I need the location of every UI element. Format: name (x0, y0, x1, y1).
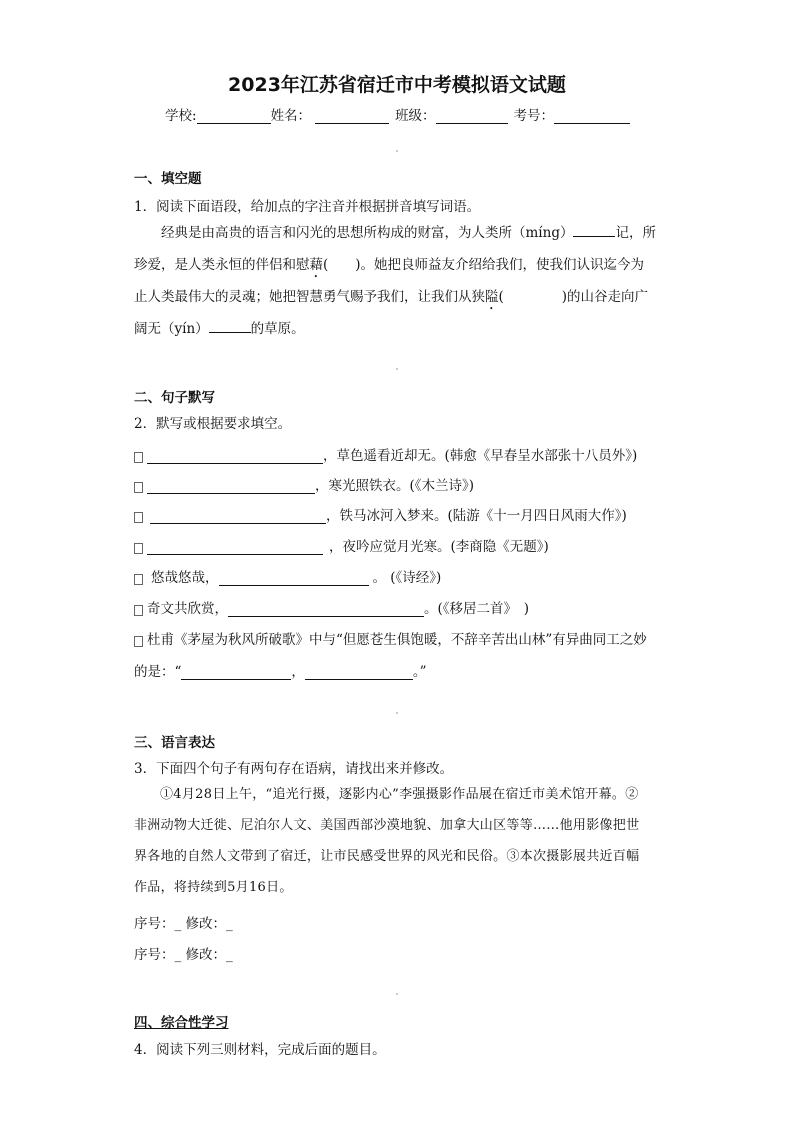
blank-yin[interactable] (209, 319, 251, 333)
passage-line: 非洲动物大迁徙、尼泊尔人文、美国西部沙漠地貌、加拿大山区等等……他用影像把世 (134, 818, 640, 833)
passage-text: 记，所 (615, 225, 656, 241)
passage-text: 经典是由高贵的语言和闪光的思想所构成的财富，为人类所（míng） (161, 225, 574, 241)
recite-line-5 (134, 566, 441, 586)
recite-line-7 (134, 628, 647, 648)
dotted-char: 隘 (485, 289, 499, 305)
recite-blank-7[interactable] (181, 665, 291, 680)
checkbox-icon (134, 512, 143, 523)
passage-line-4 (134, 313, 664, 345)
passage-text: )的山谷走向广 (561, 289, 649, 305)
recite-blank-4[interactable] (147, 540, 323, 555)
recite-text: ，夜吟应觉月光寒。(李商隐《无题》) (329, 539, 549, 555)
passage-line-1 (134, 217, 664, 249)
recite-text: 奇文共欣赏， (147, 601, 228, 617)
blank-ming[interactable] (573, 223, 615, 237)
section-2-heading: 二、句子默写 (134, 390, 215, 406)
number-blank[interactable] (554, 109, 630, 124)
recite-text: 杜甫《茅屋为秋风所破歌》中与“但愿苍生俱饱暖，不辞辛苦出山林”有异曲同工之妙 (147, 632, 647, 648)
school-blank[interactable] (197, 109, 271, 124)
recite-line-3 (134, 504, 627, 524)
recite-text: ， (291, 664, 305, 680)
recite-blank-8[interactable] (305, 665, 413, 680)
question-1-prompt: 1．阅读下面语段，给加点的字注音并根据拼音填写词语。 (134, 199, 481, 215)
name-label: 姓名： (270, 108, 312, 124)
checkbox-icon (134, 543, 143, 554)
divider-dot (396, 993, 398, 995)
passage-line: ①4月28日上午，“追光行摄，逐影内心”李强摄影作品展在宿迁市美术馆开幕。② (160, 787, 639, 802)
question-1-passage (134, 217, 664, 345)
recite-blank-2[interactable] (147, 479, 315, 494)
student-info-line (165, 104, 630, 124)
recite-blank-5[interactable] (219, 571, 369, 586)
question-3-passage (134, 779, 669, 903)
passage-line: 界各地的自然人文带到了宿迁，让市民感受世界的风光和民俗。③本次摄影展共近百幅 (134, 849, 640, 864)
page-title: 2023年江苏省宿迁市中考模拟语文试题 (228, 74, 566, 96)
divider-dot (396, 368, 398, 370)
passage-line-3 (134, 281, 664, 313)
recite-text: ，铁马冰河入梦来。(陆游《十一月四日风雨大作》) (326, 508, 627, 524)
checkbox-icon (134, 636, 143, 647)
recite-blank-1[interactable] (147, 449, 323, 464)
dotted-char: 藉 (309, 257, 323, 273)
passage-text: 止人类最伟大的灵魂；她把智慧勇气赐予我们，让我们从狭 (134, 289, 485, 305)
recite-line-6 (134, 597, 529, 617)
name-blank[interactable] (315, 109, 389, 124)
passage-text: 珍爱，是人类永恒的伴侣和慰 (134, 257, 310, 273)
question-3-prompt: 3．下面四个句子有两句存在语病，请找出来并修改。 (134, 761, 454, 777)
recite-text: ，寒光照铁衣。(《木兰诗》) (315, 478, 475, 494)
divider-dot (396, 150, 398, 152)
divider-dot (396, 712, 398, 714)
recite-text: 。 (《诗经》) (372, 570, 442, 586)
checkbox-icon (134, 482, 143, 493)
recite-text: 。” (412, 664, 427, 680)
passage-line: 作品，将持续到5月16日。 (134, 880, 293, 895)
question-4-prompt: 4．阅读下列三则材料，完成后面的题目。 (134, 1042, 386, 1058)
passage-text: ( )。她把良师益友介绍给我们，使我们认识迄今为 (323, 257, 645, 273)
recite-line-2 (134, 474, 474, 494)
recite-text: 悠哉悠哉， (151, 570, 219, 586)
passage-line-2 (134, 249, 664, 281)
passage-text: ( (498, 289, 504, 305)
section-3-heading: 三、语言表达 (134, 735, 215, 751)
recite-text: ，草色遥看近却无。(韩愈《早春呈水部张十八员外》) (323, 448, 638, 464)
recite-line-1 (134, 444, 637, 464)
class-blank[interactable] (436, 109, 508, 124)
number-label: 考号： (513, 108, 555, 124)
passage-text: 阔无（yín） (134, 321, 209, 337)
recite-blank-6[interactable] (228, 602, 424, 617)
recite-blank-3[interactable] (150, 509, 326, 524)
question-2-prompt: 2．默写或根据要求填空。 (134, 416, 292, 432)
section-1-heading: 一、填空题 (134, 171, 202, 187)
passage-text: 的草原。 (250, 321, 305, 337)
checkbox-icon (134, 605, 143, 616)
class-label: 班级： (395, 108, 436, 124)
answer-line-1[interactable]: 序号：_ 修改：_ (134, 916, 233, 932)
school-label: 学校: (165, 108, 197, 124)
recite-line-4 (134, 535, 549, 555)
section-4-heading: 四、综合性学习 (134, 1015, 229, 1031)
recite-text: 。(《移居二首》 ) (424, 601, 530, 617)
recite-text: 的是：“ (134, 664, 182, 680)
checkbox-icon (134, 452, 143, 463)
answer-line-2[interactable]: 序号：_ 修改：_ (134, 947, 233, 963)
checkbox-icon (134, 574, 143, 585)
recite-line-8 (134, 660, 427, 680)
